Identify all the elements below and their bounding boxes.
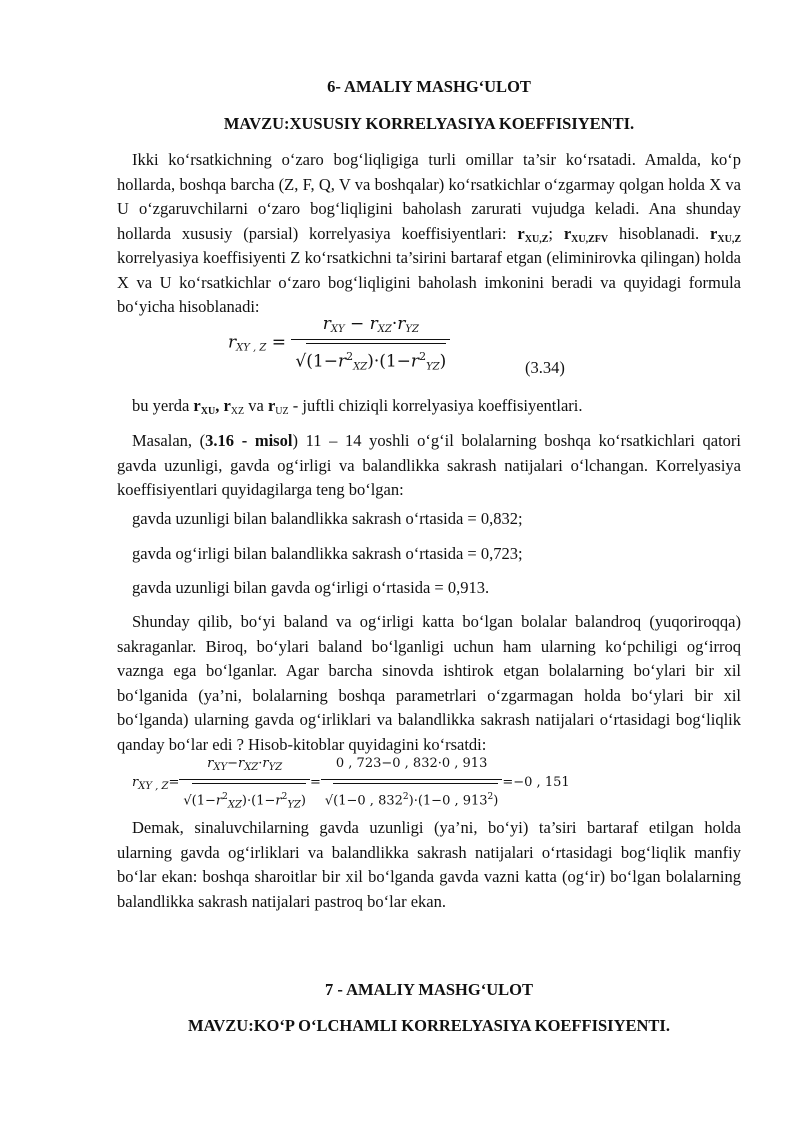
section-6-heading: 6- AMALIY MASHG‘ULOT — [327, 77, 531, 96]
section-7-heading: 7 - AMALIY MASHG‘ULOT — [325, 980, 533, 999]
final-paragraph: Demak, sinaluvchilarning gavda uzunligi (ya’ni, bo‘yi) ta’siri bartaraf etilgan holda ularning gavda og‘irliklari va balandlikka sakrash natijalari o‘rtasidagi bog‘liqlik manfiy bo‘lar ekan: boshqa sharoitlar bir xil bo‘lganda gavda vazni katta (og‘ir) bo‘lgan bolalarning balandlikka sakrash natijalari pastroq bo‘lar ekan. — [117, 818, 741, 911]
where-line: bu yerda $r_{XU}$, $r_{XZ}$ va $r_{UZ}$ - juftli chiziqli korrelyasiya koeffisiyentlari. — [132, 396, 583, 417]
intro-paragraph: Ikki ko‘rsatkichning o‘zaro bog‘liqligiga turli omillar ta’sir ko‘rsatadi. Amalda, ko‘p hollarda, boshqa barcha (Z, F, Q, V va boshqalar) ko‘rsatkichlar o‘zgarmay qolgan holda X va U o‘zgaruvchilarni o‘zaro bog‘liqligini baholash zarurati vujudga keladi. Ana shunday hollarda xususiy (parsial) korrelyasiya koeffisiyentlari: $r_{XU,Z}$; $r_{XU,ZFV}$ hisoblanadi. $r_{XU,Z}$ korrelyasiya koeffisiyenti Z ko‘rsatkichni ta’sirini bartaraf etgan (eliminirovka qilingan) holda X va U ko‘rsatkichlar o‘zaro bog‘liqligini baholash imkonini beradi va quyidagi formula bo‘yicha hisoblanadi: — [117, 150, 741, 316]
worked-formula: $r_{XY , Z}=$ $\frac{r_{XY}-r_{XZ}\cdot r_{YZ}}{√(1-r^2_{XZ})\cdot(1-r^2_{YZ})}$ = $\frac{0 , 723-0 , 832\cdot 0 , 913}{√(1-0 , 832^2)\cdot(1-0 , 913^2)}$ =−0 , 151 — [132, 752, 570, 813]
coefficient-line: gavda uzunligi bilan gavda og‘irligi o‘rtasida = 0,913. — [132, 578, 490, 597]
section-6-topic: MAVZU:XUSUSIY KORRELYASIYA KOEFFISIYENTI. — [223, 114, 635, 133]
example-paragraph: Masalan, (3.16 - misol) 11 – 14 yoshli o‘g‘il bolalarning boshqa ko‘rsatkichlari qatori gavda uzunligi, gavda og‘irligi va balandlikka sakrash natijalari o‘lchangan. Korrelyasiya koeffisiyentlari quyidagilarga teng bo‘lgan: — [117, 431, 741, 499]
partial-correlation-formula: $r_{XY , Z}$ = $\frac{r_{XY} - r_{XZ}\cdot r_{YZ}}{√(1-r^2_{XZ})\cdot(1-r^2_{YZ})}$ — [228, 312, 450, 374]
section-7-topic: MAVZU:KO‘P O‘LCHAMLI KORRELYASIYA KOEFFISIYENTI. — [188, 1016, 670, 1035]
coefficient-line: gavda og‘irligi bilan balandlikka sakrash o‘rtasida = 0,723; — [132, 544, 523, 563]
coefficient-line: gavda uzunligi bilan balandlikka sakrash o‘rtasida = 0,832; — [132, 509, 523, 528]
equation-number: (3.34) — [525, 358, 565, 377]
conclusion-paragraph: Shunday qilib, bo‘yi baland va og‘irligi katta bo‘lgan bolalar balandroq (yuqoriroqqa) sakraganlar. Biroq, bo‘ylari baland bo‘lganligi uchun ham ularning ko‘pchiligi og‘irroq vaznga ega bo‘lganlar. Agar barcha sinovda ishtirok etgan bolalarning bo‘ylari bir xil bo‘lganida (ya’ni, bolalarning boshqa parametrlari o‘zgarmagan holda bo‘ylari bir xil bo‘lganda) ularning gavda og‘irliklari va balandlikka sakrash natijalari o‘rtasidagi bog‘liqlik qanday bo‘lar edi ? Hisob-kitoblar quyidagini ko‘rsatdi: — [117, 612, 741, 754]
